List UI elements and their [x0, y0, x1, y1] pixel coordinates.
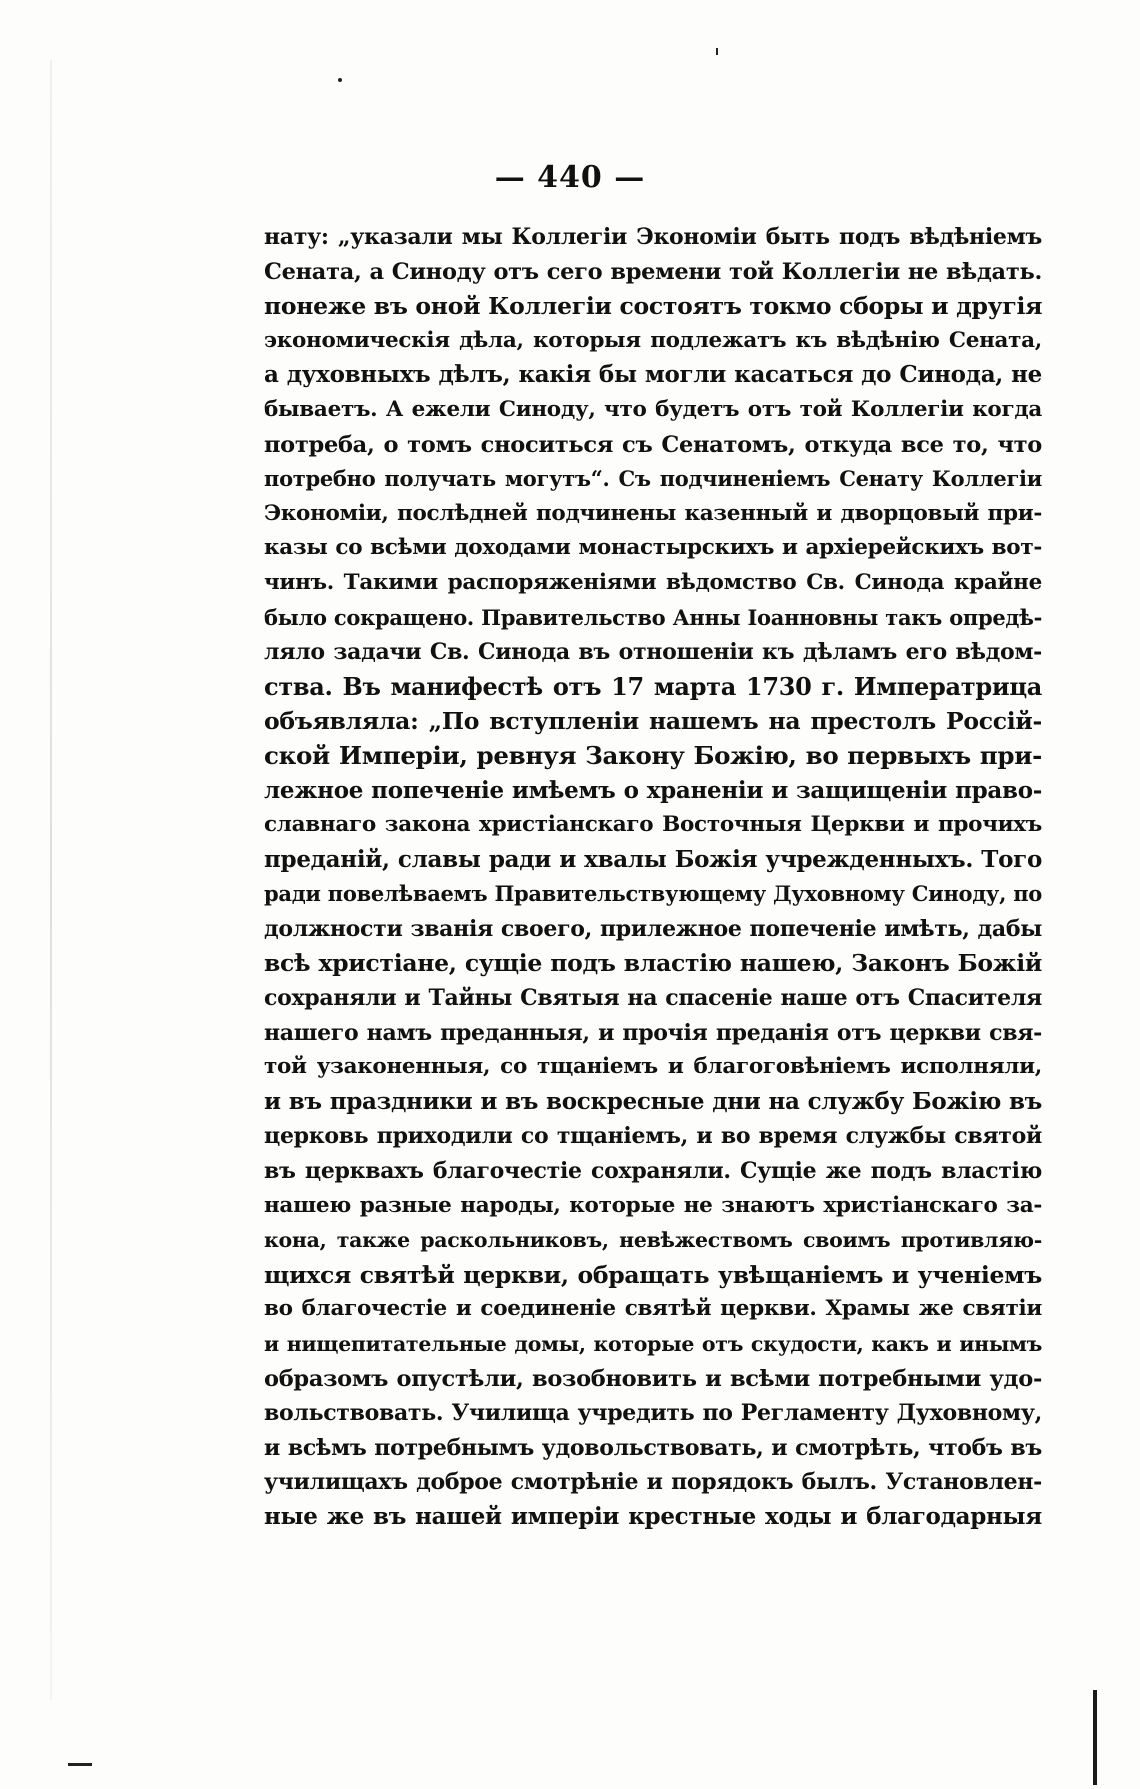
text-line: нашего намъ преданныя, и прочія преданія отъ церкви свя- — [264, 1019, 1042, 1046]
text-line: Экономіи, послѣдней подчинены казенный и дворцовый при- — [264, 500, 1042, 526]
text-line: ства. Въ манифестѣ отъ 17 марта 1730 г. Императрица — [264, 671, 1042, 701]
scan-speck — [716, 48, 718, 55]
text-line: училищахъ доброе смотрѣніе и порядокъ былъ. Установлен- — [264, 1469, 1042, 1496]
text-line: а духовныхъ дѣлъ, какія бы могли касаться до Синода, не — [264, 361, 1042, 389]
text-line: потреба, о томъ сноситься съ Сенатомъ, откуда все то, что — [264, 431, 1042, 458]
text-line: нату: „указали мы Коллегіи Экономіи быть подъ вѣдѣніемъ — [264, 224, 1042, 250]
text-line: славнаго закона христіанскаго Восточныя Церкви и прочихъ — [264, 812, 1042, 838]
text-line: той узаконенныя, со тщаніемъ и благоговѣніемъ исполняли, — [264, 1054, 1042, 1080]
text-line: было сокращено. Правительство Анны Іоанновны такъ опредѣ- — [264, 604, 1042, 630]
text-line: ской Имперіи, ревнуя Закону Божію, во первыхъ при- — [264, 740, 1042, 770]
text-line: и нищепитательные домы, которые отъ скудости, какъ и инымъ — [264, 1332, 1042, 1356]
text-line: объявляла: „По вступленіи нашемъ на престолъ Россій- — [264, 707, 1042, 736]
text-line: экономическія дѣла, которыя подлежатъ къ вѣдѣнію Сената, — [264, 327, 1042, 353]
text-line: и всѣмъ потребнымъ удовольствовать, и смотрѣть, чтобъ въ — [264, 1434, 1042, 1461]
text-line: и въ праздники и въ воскресные дни на службу Божію въ — [264, 1087, 1042, 1115]
text-line: ляло задачи Св. Синода въ отношеніи къ дѣламъ его вѣдом- — [264, 639, 1042, 666]
text-line: во благочестіе и соединеніе святѣй церкви. Храмы же святіи — [264, 1296, 1042, 1322]
text-line: ные же въ нашей имперіи крестные ходы и благодарныя — [264, 1502, 1042, 1530]
text-line: вольствовать. Училища учредить по Регламенту Духовному, — [264, 1400, 1042, 1427]
text-line: всѣ христіане, сущіе подъ властію нашею, Законъ Божій — [264, 949, 1042, 978]
text-line: сохраняли и Тайны Святыя на спасеніе наше отъ Спасителя — [264, 985, 1042, 1012]
text-line: Сената, а Синоду отъ сего времени той Коллегіи не вѣдать. — [264, 258, 1042, 285]
text-line: казы со всѣми доходами монастырскихъ и архіерейскихъ вот- — [264, 535, 1042, 561]
text-line: лежное попеченіе имѣемъ о храненіи и защищеніи право- — [264, 776, 1042, 804]
text-line: преданій, славы ради и хвалы Божія учрежденныхъ. Того — [264, 845, 1042, 873]
text-line: понеже въ оной Коллегіи состоятъ токмо сборы и другія — [264, 292, 1043, 321]
text-line: чинъ. Такими распоряженіями вѣдомство Св. Синода крайне — [264, 569, 1042, 595]
margin-dash — [68, 1763, 92, 1766]
left-margin-shadow — [50, 60, 52, 1700]
scan-speck — [338, 78, 342, 82]
text-line: потребно получать могутъ“. Съ подчиненіемъ Сенату Коллегіи — [264, 466, 1042, 492]
text-line: щихся святѣй церкви, обращать увѣщаніемъ и ученіемъ — [264, 1260, 1042, 1289]
body-text — [264, 220, 1042, 1535]
text-line: церковь приходили со тщаніемъ, и во время службы святой — [264, 1123, 1042, 1150]
text-line: въ церквахъ благочестіе сохраняли. Сущіе же подъ властію — [264, 1158, 1042, 1185]
text-line: образомъ опустѣли, возобновить и всѣми потребными удо- — [264, 1365, 1042, 1392]
text-line: бываетъ. А ежели Синоду, что будетъ отъ той Коллегіи когда — [264, 396, 1042, 422]
page-number: — 440 — — [494, 160, 646, 195]
text-line: кона, также раскольниковъ, невѣжествомъ своимъ противляю- — [264, 1228, 1042, 1253]
text-line: нашею разные народы, которые не знаютъ христіанскаго за- — [264, 1192, 1042, 1218]
text-line: ради повелѣваемъ Правительствующему Духовному Синоду, по — [264, 881, 1042, 907]
page-edge-mark — [1093, 1690, 1097, 1785]
text-line: должности званія своего, прилежное попеченіе имѣть, дабы — [264, 915, 1042, 942]
